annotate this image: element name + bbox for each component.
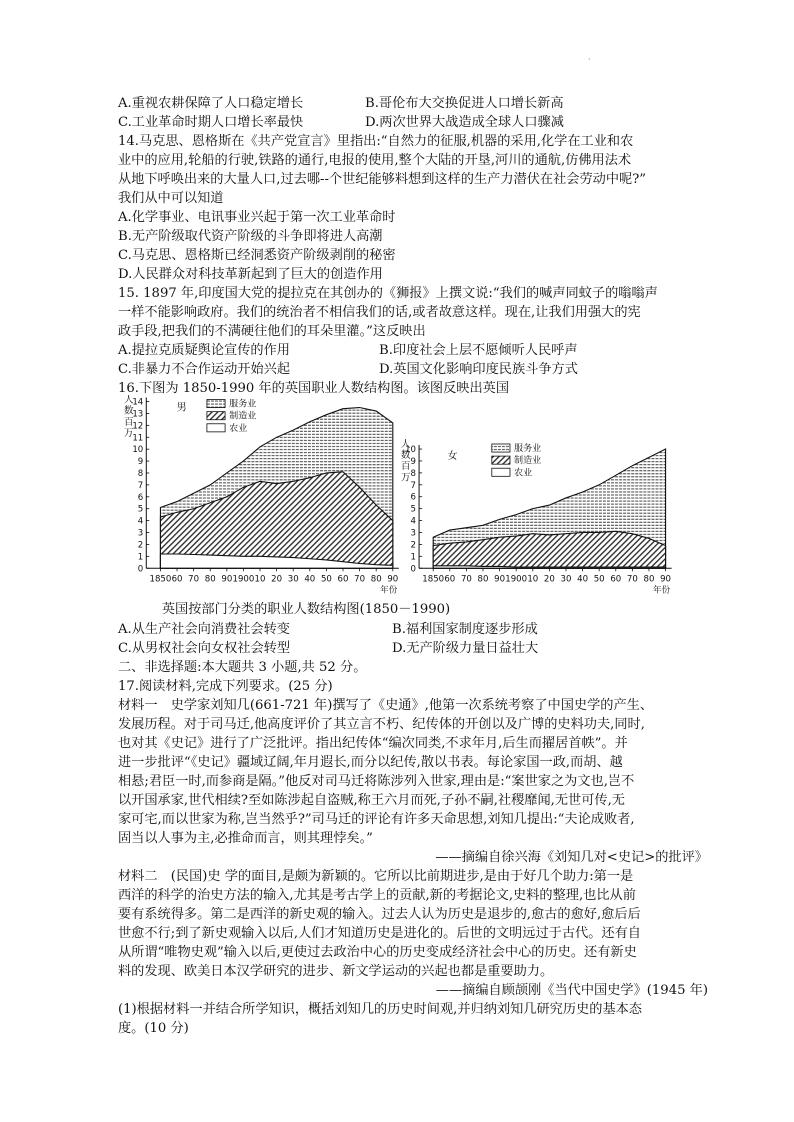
male-panel [124,395,399,595]
q17-sub-question-1: 度。(10 分) [118,1021,189,1036]
q17-material-1-source: ——摘编自徐兴海《刘知几对<史记>的批评》 [435,850,708,865]
panel-label: 女 [447,451,458,463]
y-tick-label: 0 [137,564,144,575]
y-tick-label: 1 [137,552,144,563]
y-tick-label: 14 [132,397,144,408]
y-tick-label: 9 [137,457,144,468]
y-axis-label-char: 数 [400,450,411,462]
y-tick-label: 10 [405,445,417,456]
y-axis-label-char: 人 [124,395,134,406]
x-tick-label: 60 [171,574,183,585]
legend-label: 服务业 [514,444,542,455]
y-axis-label-char: 百 [124,416,134,428]
legend-swatch [492,444,510,452]
figure-caption: 英国按部门分类的职业人数结构图(1850－1990) [161,602,451,617]
y-tick-label: 4 [410,516,417,527]
page-dot: · [588,55,591,64]
q14-option-d: D.人民群众对科技革新起到了巨大的创造作用 [118,267,383,282]
legend-swatch [207,424,225,432]
q14-option-c: C.马克思、恩格斯已经洞悉资产阶级剥削的秘密 [118,248,396,263]
q17-material-1-line: 家可宅,而以世家为称,岂当然乎?”司马迁的评论有许多天命思想,刘知几提出:“夫论成败者, [118,812,635,827]
x-tick-label: 1900 [505,574,528,585]
q14-option-b: B.无产阶级取代资产阶级的斗争即将进人高潮 [118,229,383,244]
q13-option-b: B.哥伦布大交换促进人口增长新高 [365,96,564,111]
x-tick-label: 30 [287,574,299,585]
x-tick-label: 1850 [422,574,445,585]
q17-material-2-line: 料的发现、欧美日本汉学研究的进步、新文学运动的兴起也都是重要助力。 [118,964,554,979]
q16-stem: 16.下图为 1850-1990 年的英国职业人数结构图。该图反映出英国 [118,381,510,396]
x-tick-label: 80 [204,574,216,585]
legend-label: 服务业 [229,399,257,410]
y-tick-label: 1 [410,552,417,563]
x-tick-label: 80 [477,574,489,585]
x-tick-label: 50 [593,574,605,585]
y-tick-label: 6 [410,492,417,503]
x-tick-label: 70 [626,574,638,585]
x-tick-label: 60 [444,574,456,585]
x-tick-label: 70 [188,574,200,585]
y-tick-label: 13 [132,409,144,420]
q17-material-2-line: 西洋的科学的治史方法的输入,尤其是考古学上的贡献,新的考据论文,史料的整理,也比从前 [118,888,636,903]
legend-label: 制造业 [229,411,257,422]
q15-option-b: B.印度社会上层不愿倾听人民呼声 [379,343,578,358]
q17-material-2-source: ——摘编自顾颉刚《当代中国史学》(1945 年) [435,983,708,998]
y-tick-label: 11 [132,433,144,444]
q13-option-d: D.两次世界大战造成全球人口骤减 [365,115,564,130]
q16-option-a: A.从生产社会向消费社会转变 [118,622,290,637]
x-tick-label: 90 [387,574,399,585]
x-tick-label: 40 [304,574,316,585]
y-tick-label: 8 [410,468,417,479]
y-tick-label: 9 [410,456,417,467]
x-tick-label: 1900 [232,574,255,585]
x-tick-label: 20 [271,574,283,585]
q17-material-2-line: 要有系统得多。第二是西洋的新史观的输入。过去人认为历史是退步的,愈古的愈好,愈后后 [118,907,641,922]
q17-material-2-line: 材料二 (民国)史 学的面目,是颇为新颖的。它所以比前期进步,是由于好几个助力:第一是 [118,869,634,884]
x-tick-label: 10 [254,574,266,585]
x-tick-label: 20 [543,574,555,585]
q13-option-c: C.工业革命时期人口增长率最快 [118,115,304,130]
y-tick-label: 0 [410,564,417,575]
x-tick-label: 60 [610,574,622,585]
q17-material-2-line: 从所谓“唯物史观”输入以后,更使过去政治中心的历史变成经济社会中心的历史。还有新史 [118,945,637,960]
q17-material-1-line: 相悬;君臣一时,而参商是隔。”他反对司马迁将陈涉列入世家,理由是:“案世家之为文也,岂不 [118,774,635,789]
y-tick-label: 7 [410,480,417,491]
x-tick-label: 70 [460,574,472,585]
x-tick-label: 40 [577,574,589,585]
legend-swatch [207,400,225,408]
legend-swatch [207,412,225,420]
y-tick-label: 2 [410,540,417,551]
x-tick-label: 1850 [149,574,172,585]
section-2-header: 二、非选择题:本大题共 3 小题,共 52 分。 [118,660,367,675]
y-tick-label: 3 [410,528,417,539]
q15-option-c: C.非暴力不合作运动开始兴起 [118,362,291,377]
q14-stem-line-3: 从地下呼唤出来的大量人口,过去哪--个世纪能够料想到这样的生产力潜伏在社会劳动中呢?” [118,172,647,187]
x-tick-label: 80 [643,574,655,585]
y-tick-label: 2 [137,540,144,551]
panel-label: 男 [176,402,187,414]
y-axis-label-char: 数 [124,405,134,417]
q17-stem: 17.阅读材料,完成下列要求。(25 分) [118,679,333,694]
y-tick-label: 12 [132,421,144,432]
employment-structure-figure [118,395,708,595]
q15-stem-line-3: 政手段,把我们的不满硬往他们的耳朵里灌。”这反映出 [118,324,426,339]
q17-material-1-line: 发展历程。对于司马迁,他高度评价了其立言不朽、纪传体的开创以及广博的史料功夫,同时, [118,717,645,732]
q14-stem-line-2: 业中的应用,轮船的行驶,铁路的通行,电报的使用,整个大陆的开垦,河川的通航,仿佛用法术 [118,153,632,168]
x-axis-label: 年份 [380,585,398,595]
y-tick-label: 10 [132,445,144,456]
x-tick-label: 70 [354,574,366,585]
female-panel [401,438,672,595]
legend-swatch [492,456,510,464]
q14-stem-line-1: 14.马克思、恩格斯在《共产党宣言》里指出:“自然力的征服,机器的采用,化学在工业和农 [118,134,634,149]
q17-material-1-line: 材料一 史学家刘知几(661-721 年)撰写了《史通》,他第一次系统考察了中国史学的产生、 [118,698,654,713]
x-tick-label: 30 [560,574,572,585]
x-tick-label: 90 [660,574,672,585]
q17-material-2-line: 世愈不行;到了新史观输入以后,人们才知道历史是进化的。后世的文明远过于古代。还有自 [118,926,641,941]
x-tick-label: 80 [370,574,382,585]
legend-label: 农业 [229,423,248,434]
x-tick-label: 50 [320,574,332,585]
q13-option-a: A.重视农耕保障了人口稳定增长 [118,96,304,111]
q15-option-a: A.提拉克质疑舆论宣传的作用 [118,343,290,358]
q14-option-a: A.化学事业、电讯事业兴起于第一次工业革命时 [118,210,396,225]
q17-material-1-line: 进一步批评“《史记》疆域辽阔,年月遐长,而分以纪传,散以书表。每论家国一政,而胡、越 [118,755,623,770]
x-tick-label: 90 [221,574,233,585]
q15-stem-line-1: 15. 1897 年,印度国大党的提拉克在其创办的《狮报》上撰文说:“我们的喊声同蚊子的嗡嗡声 [118,286,658,301]
legend-swatch [492,468,510,476]
q14-stem-line-4: 我们从中可以知道 [118,191,224,206]
y-tick-label: 5 [137,504,144,515]
q16-option-b: B.福利国家制度逐步形成 [392,622,538,637]
q15-stem-line-2: 一样不能影响政府。我们的统治者不相信我们的话,或者故意这样。现在,让我们用强大的宪 [118,305,641,320]
x-tick-label: 90 [494,574,506,585]
area-manufacturing [160,472,392,568]
y-axis-label-char: 万 [124,427,134,439]
x-tick-label: 10 [527,574,539,585]
q17-material-1-line: 以开国承家,世代相续?至如陈涉起自盗贼,称王六月而死,子孙不嗣,社稷靡闻,无世可传,无 [118,793,625,808]
y-tick-label: 7 [137,480,144,491]
q17-material-1-line: 也对其《史记》进行了广泛批评。指出纪传体“编次同类,不求年月,后生而擢居首帙”。并 [118,736,628,751]
y-tick-label: 4 [137,516,144,527]
y-tick-label: 3 [137,528,144,539]
x-tick-label: 60 [337,574,349,585]
y-axis-label-char: 百 [400,461,411,473]
y-axis-label-char: 人 [400,439,411,451]
q17-material-1-line: 固当以人事为主,必推命而言，则其理悖矣。” [118,831,373,846]
y-tick-label: 6 [137,492,144,503]
q15-option-d: D.英国文化影响印度民族斗争方式 [379,362,578,377]
legend-label: 农业 [514,468,533,479]
y-tick-label: 8 [137,469,144,480]
q17-sub-question-1: (1)根据材料一并结合所学知识，概括刘知几的历史时间观,并归纳刘知几研究历史的基本态 [118,1002,642,1017]
y-axis-label-char: 万 [400,472,411,484]
q16-option-c: C.从男权社会向女权社会转型 [118,641,291,656]
q16-option-d: D.无产阶级力量日益壮大 [392,641,539,656]
legend-label: 制造业 [514,456,542,467]
y-tick-label: 5 [410,504,417,515]
x-axis-label: 年份 [652,585,671,595]
